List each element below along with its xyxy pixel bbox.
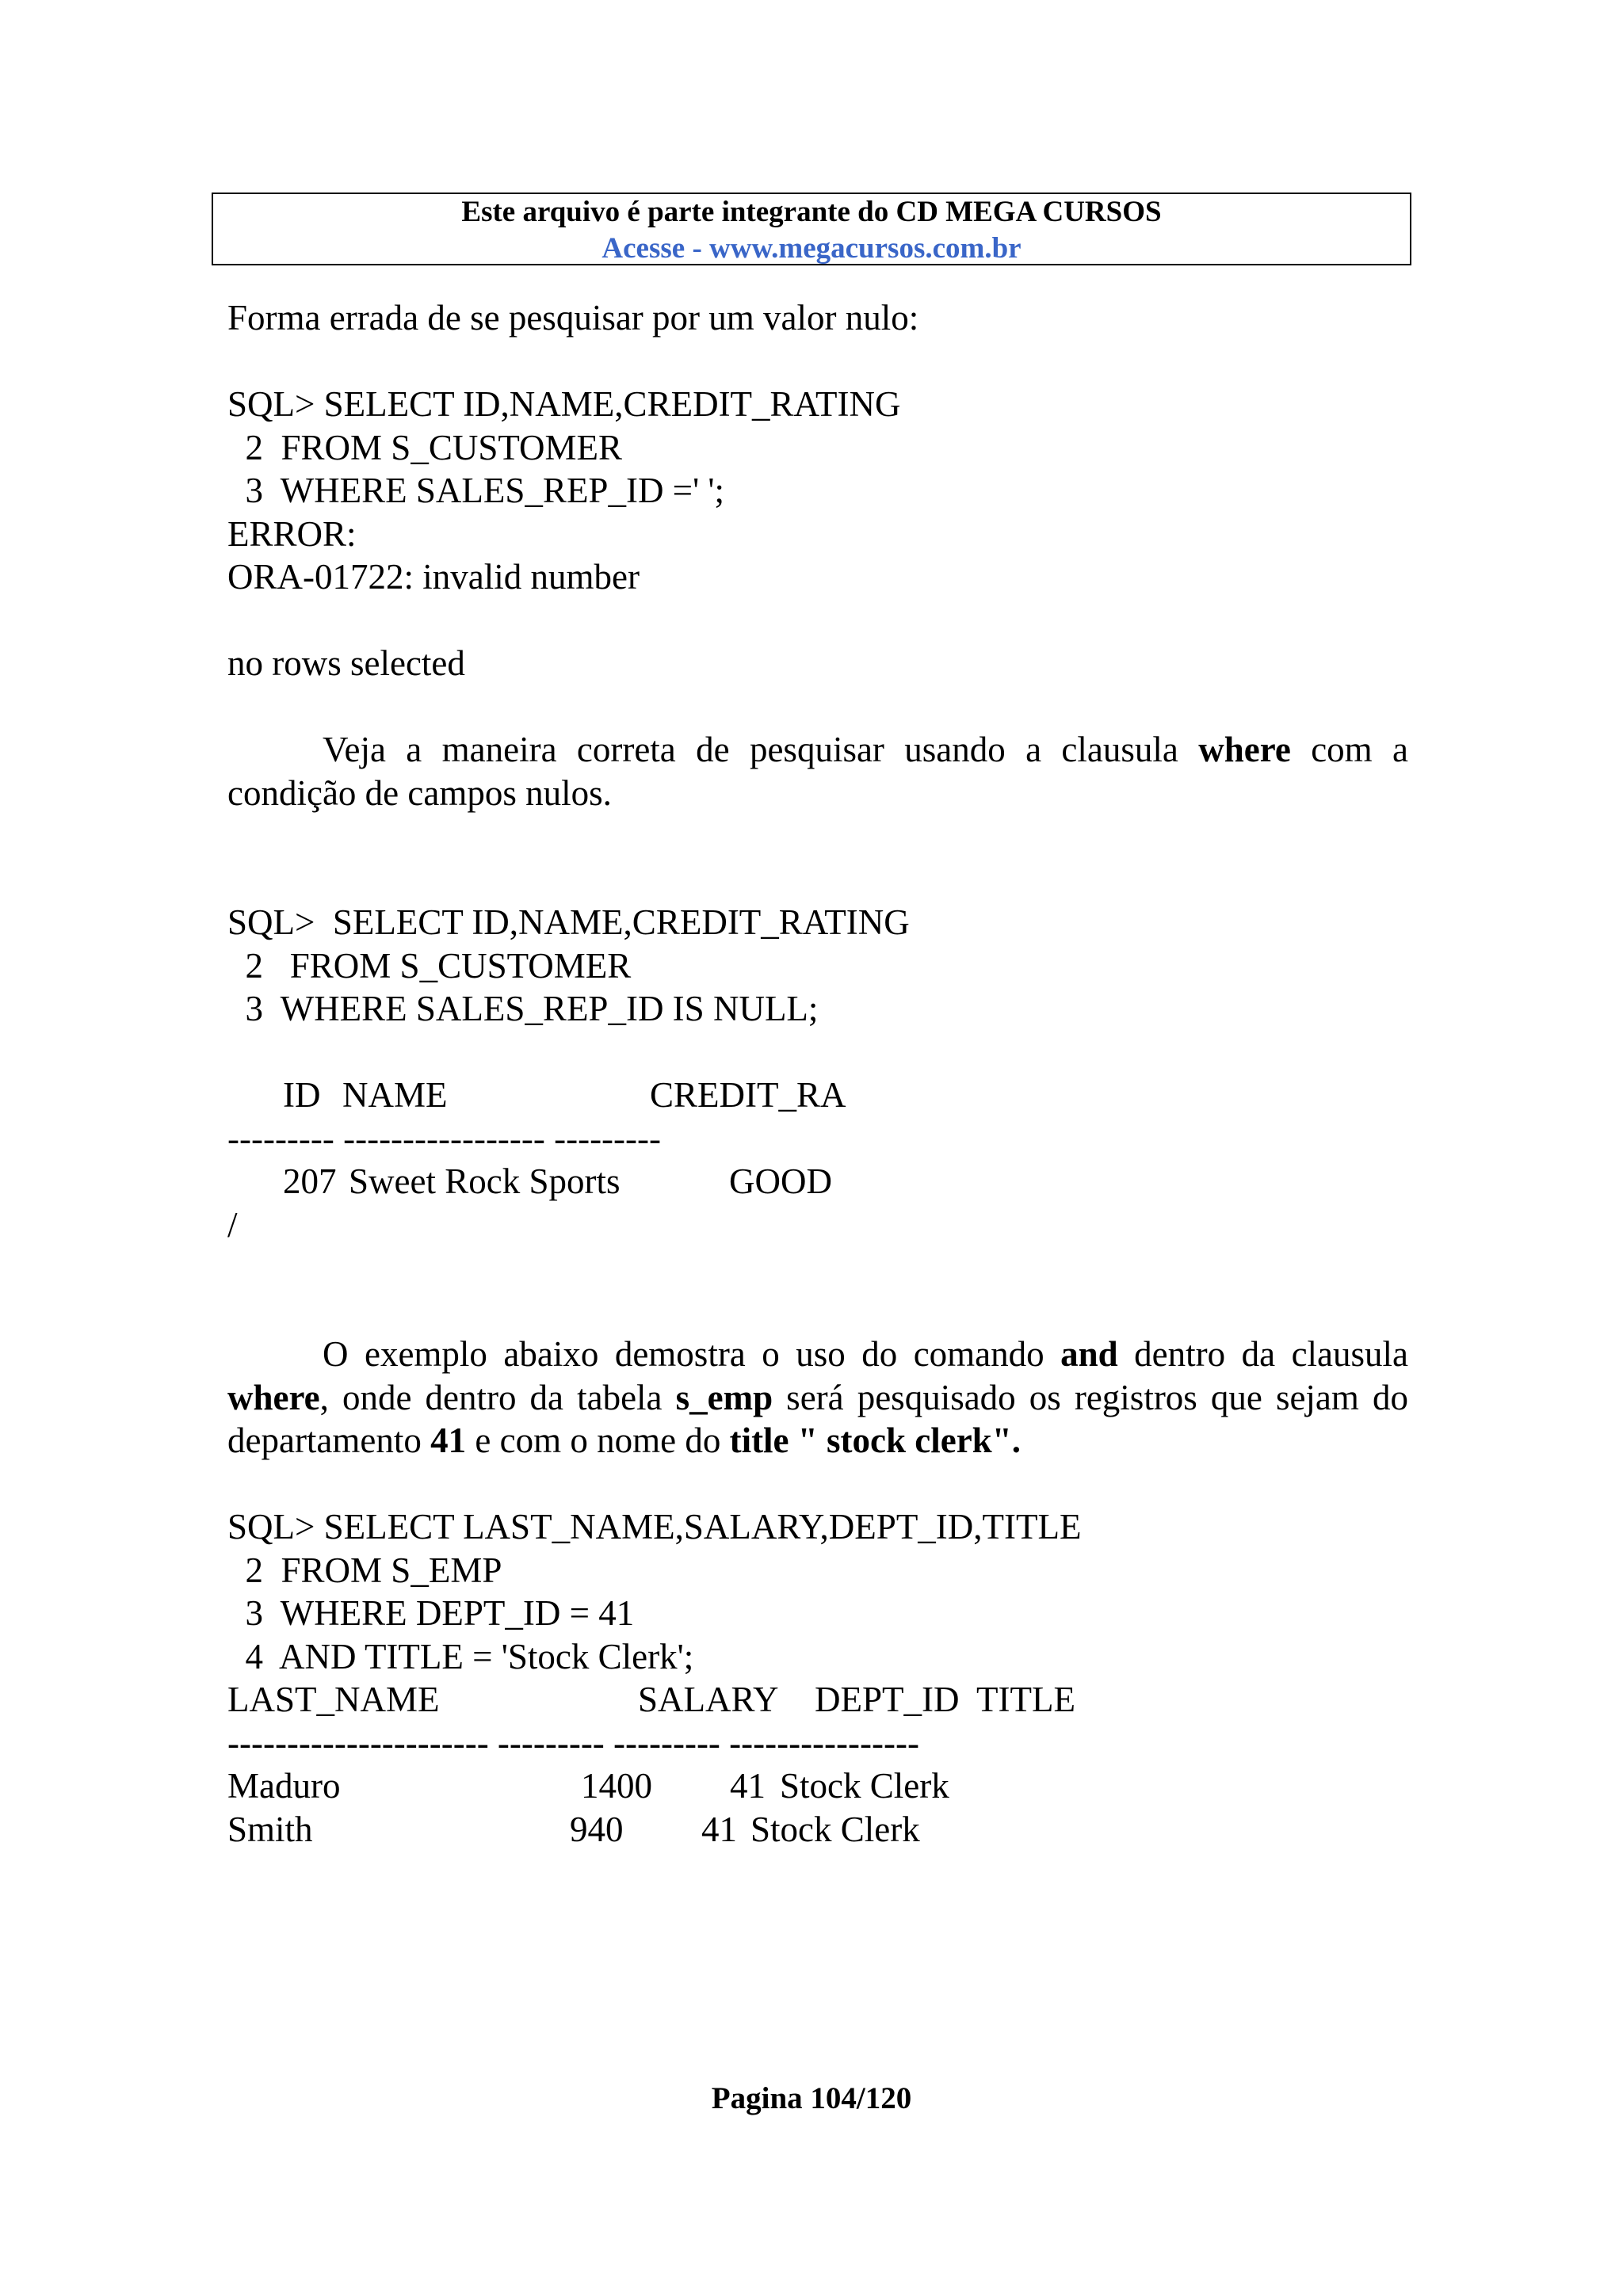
error-message: ORA-01722: invalid number	[227, 557, 640, 597]
cell-title: Stock Clerk	[750, 1809, 920, 1849]
result-separator: ---------------------- --------- --------- ----------------	[227, 1722, 919, 1763]
page-number: Pagina 104/120	[711, 2081, 912, 2115]
cell-title: Stock Clerk	[780, 1766, 949, 1806]
cell-dept-id: 41	[730, 1766, 766, 1806]
cell-dept-id: 41	[701, 1809, 737, 1849]
column-header: TITLE	[976, 1680, 1075, 1719]
paragraph-and-example: O exemplo abaixo demostra o uso do comando and dentro da clausula where, onde dentro da tabela s_emp será pesquisado os registros que sejam do departamento 41 e com o nome do title " stock clerk".	[227, 1334, 1409, 1460]
cell-credit: GOOD	[729, 1161, 832, 1201]
cell-last-name: Smith	[227, 1809, 313, 1849]
sql-line: 3 WHERE SALES_REP_ID IS NULL;	[227, 989, 819, 1028]
cell-salary: 940	[570, 1809, 624, 1849]
document-header-box	[212, 193, 1411, 265]
header-title: Este arquivo é parte integrante do CD MEGA CURSOS	[461, 196, 1162, 228]
sql-line: 4 AND TITLE = 'Stock Clerk';	[227, 1636, 694, 1676]
slash-line: /	[227, 1204, 238, 1245]
cell-name: Sweet Rock Sports	[349, 1161, 621, 1201]
sql-line: 3 WHERE SALES_REP_ID =' ';	[227, 471, 725, 510]
column-header: DEPT_ID	[815, 1680, 960, 1719]
sql-line: SQL> SELECT LAST_NAME,SALARY,DEPT_ID,TITLE	[227, 1507, 1082, 1547]
sql-line: 3 WHERE DEPT_ID = 41	[227, 1593, 635, 1633]
sql-line: 2 FROM S_EMP	[227, 1550, 502, 1590]
sql-line: SQL> SELECT ID,NAME,CREDIT_RATING	[227, 384, 901, 424]
column-header: LAST_NAME	[227, 1680, 440, 1719]
result-header-row	[227, 1678, 1408, 1722]
page-content	[227, 296, 1408, 1851]
cell-last-name: Maduro	[227, 1766, 341, 1806]
sql-line: SQL> SELECT ID,NAME,CREDIT_RATING	[227, 902, 910, 942]
cell-id: 207	[283, 1161, 337, 1201]
column-header: ID	[283, 1075, 321, 1115]
column-header: CREDIT_RA	[650, 1075, 846, 1115]
sql-line: 2 FROM S_CUSTOMER	[227, 945, 632, 986]
paragraph-where-null: Veja a maneira correta de pesquisar usando a clausula where com a condição de campos nulos.	[227, 730, 1409, 813]
table-row	[227, 1808, 1408, 1852]
no-rows-text: no rows selected	[227, 643, 465, 683]
result-header-row	[227, 1074, 1408, 1117]
table-row	[227, 1160, 1408, 1203]
header-website: Acesse - www.megacursos.com.br	[601, 232, 1022, 265]
cell-salary: 1400	[581, 1766, 652, 1806]
column-header: SALARY	[638, 1680, 779, 1719]
intro-text: Forma errada de se pesquisar por um valor nulo:	[227, 298, 919, 338]
result-separator: --------- ----------------- ---------	[227, 1118, 661, 1158]
table-row	[227, 1764, 1408, 1808]
error-label: ERROR:	[227, 513, 357, 554]
sql-line: 2 FROM S_CUSTOMER	[227, 427, 623, 467]
column-header: NAME	[342, 1075, 448, 1115]
